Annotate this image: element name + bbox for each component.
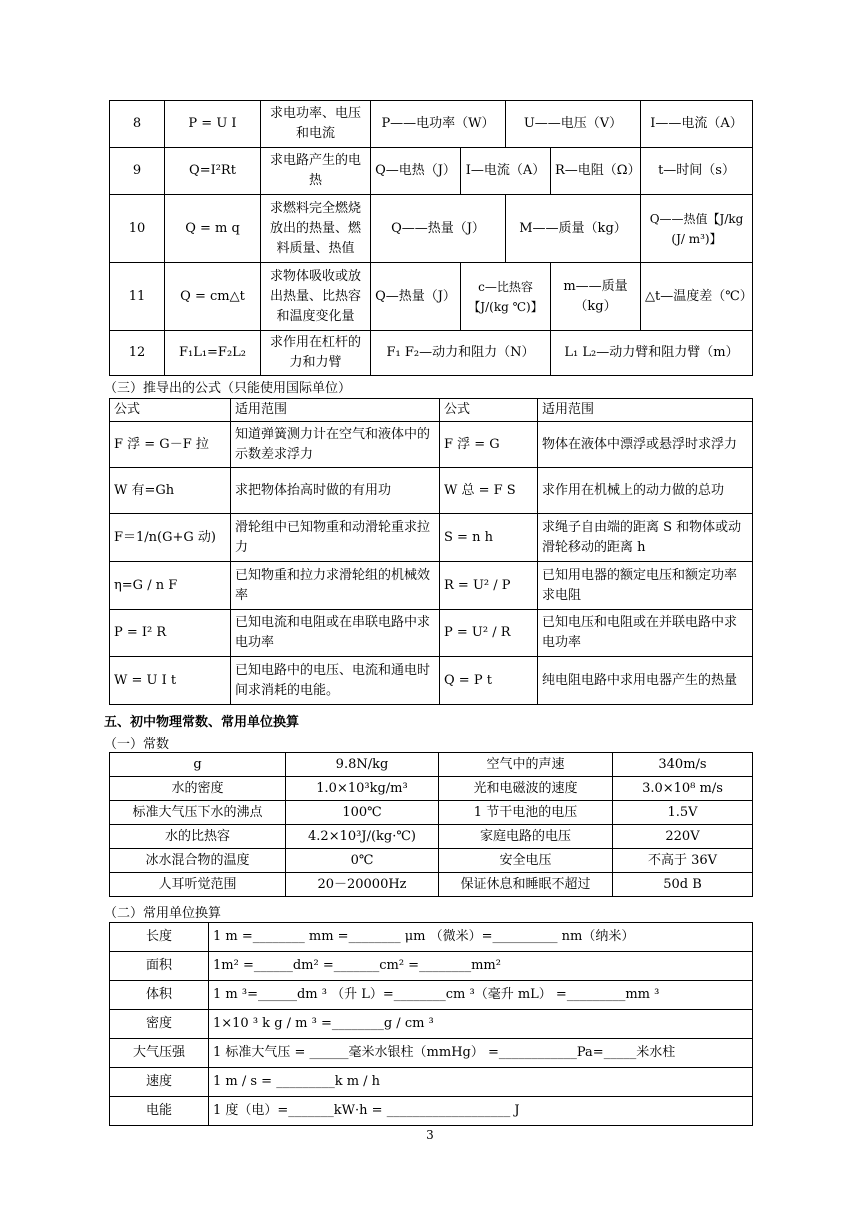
variable: t—时间（s）	[641, 148, 753, 195]
table-row	[110, 468, 753, 514]
table-row	[110, 657, 753, 705]
variable: c—比热容【J/(kg ℃)】	[461, 263, 551, 331]
table-row	[110, 514, 753, 562]
table-row	[110, 777, 753, 801]
constant-value: 340m/s	[613, 753, 753, 777]
table-row	[110, 849, 753, 873]
conversion-blank: 1 m ³=______dm ³ （升 L）=________cm ³（毫升 mL） =_________mm ³	[209, 981, 753, 1010]
formula: F 浮 = G	[440, 422, 538, 468]
row-number: 12	[110, 331, 165, 376]
formula: P = U I	[165, 101, 261, 148]
formula: W = U I t	[110, 657, 231, 705]
table-row	[110, 1097, 753, 1126]
row-number: 8	[110, 101, 165, 148]
formula: S = n h	[440, 514, 538, 562]
scope: 滑轮组中已知物重和动滑轮重求拉力	[231, 514, 440, 562]
scope: 已知电路中的电压、电流和通电时间求消耗的电能。	[231, 657, 440, 705]
formula: F＝1/n(G+G 动)	[110, 514, 231, 562]
purpose: 求电路产生的电热	[261, 148, 371, 195]
formula: W 总 = F S	[440, 468, 538, 514]
column-header: 适用范围	[538, 399, 753, 422]
column-header: 公式	[440, 399, 538, 422]
formula: η=G / n F	[110, 562, 231, 610]
table-row	[110, 801, 753, 825]
constant-name: 家庭电路的电压	[439, 825, 613, 849]
formula: Q = cm△t	[165, 263, 261, 331]
constant-value: 20－20000Hz	[286, 873, 439, 897]
scope: 求把物体抬高时做的有用功	[231, 468, 440, 514]
quantity-name: 面积	[110, 952, 209, 981]
table-header-row	[110, 399, 753, 422]
conversion-blank: 1×10 ³ k g / m ³ =________g / cm ³	[209, 1010, 753, 1039]
formula: P = I² R	[110, 610, 231, 657]
purpose: 求燃料完全燃烧放出的热量、燃料质量、热值	[261, 195, 371, 263]
scope: 已知电压和电阻或在并联电路中求电功率	[538, 610, 753, 657]
variable: Q——热值【J/kg (J/ m³)】	[641, 195, 753, 263]
table-row	[110, 923, 753, 952]
variable: Q—电热（J）	[371, 148, 461, 195]
formula: R = U² / P	[440, 562, 538, 610]
conversion-blank: 1 m / s = _________k m / h	[209, 1068, 753, 1097]
quantity-name: 大气压强	[110, 1039, 209, 1068]
derived-formula-table	[109, 398, 753, 705]
constant-name: 人耳听觉范围	[110, 873, 286, 897]
table-row	[110, 1068, 753, 1097]
constant-name: 安全电压	[439, 849, 613, 873]
scope: 已知电流和电阻或在串联电路中求电功率	[231, 610, 440, 657]
conversion-blank: 1m² =______dm² =_______cm² =________mm²	[209, 952, 753, 981]
constant-name: g	[110, 753, 286, 777]
variable: F₁ F₂—动力和阻力（N）	[371, 331, 551, 376]
quantity-name: 电能	[110, 1097, 209, 1126]
constant-value: 不高于 36V	[613, 849, 753, 873]
constant-value: 1.0×10³kg/m³	[286, 777, 439, 801]
variable: M——质量（kg）	[506, 195, 641, 263]
constant-name: 1 节干电池的电压	[439, 801, 613, 825]
table-row	[110, 610, 753, 657]
table-row	[110, 825, 753, 849]
section-heading: （二）常用单位换算	[104, 906, 222, 921]
purpose: 求物体吸收或放出热量、比热容和温度变化量	[261, 263, 371, 331]
conversion-blank: 1 m =________ mm =________ μm （微米）=__________ nm（纳米）	[209, 923, 753, 952]
table-row	[110, 981, 753, 1010]
variable: P——电功率（W）	[371, 101, 506, 148]
constant-value: 220V	[613, 825, 753, 849]
table-row	[110, 263, 753, 331]
scope: 物体在液体中漂浮或悬浮时求浮力	[538, 422, 753, 468]
unit-conversion-table	[109, 922, 753, 1126]
table-row	[110, 422, 753, 468]
table-row	[110, 873, 753, 897]
constant-name: 保证休息和睡眠不超过	[439, 873, 613, 897]
table-row	[110, 562, 753, 610]
page-number: 3	[426, 1128, 434, 1142]
constant-name: 标准大气压下水的沸点	[110, 801, 286, 825]
section-heading: （三）推导出的公式（只能使用国际单位）	[104, 381, 352, 396]
table-row	[110, 331, 753, 376]
table-row	[110, 952, 753, 981]
variable: △t—温度差（℃）	[641, 263, 753, 331]
purpose: 求作用在杠杆的力和力臂	[261, 331, 371, 376]
variable: m——质量（kg）	[551, 263, 641, 331]
row-number: 11	[110, 263, 165, 331]
formula-table	[109, 100, 753, 376]
constant-value: 3.0×10⁸ m/s	[613, 777, 753, 801]
quantity-name: 密度	[110, 1010, 209, 1039]
conversion-blank: 1 标准大气压 = ______毫米水银柱（mmHg） =____________Pa=_____米水柱	[209, 1039, 753, 1068]
chapter-title: 五、初中物理常数、常用单位换算	[104, 715, 300, 730]
formula: Q=I²Rt	[165, 148, 261, 195]
constant-name: 水的密度	[110, 777, 286, 801]
purpose: 求电功率、电压和电流	[261, 101, 371, 148]
constant-name: 冰水混合物的温度	[110, 849, 286, 873]
variable: R—电阻（Ω）	[551, 148, 641, 195]
formula: W 有=Gh	[110, 468, 231, 514]
table-row	[110, 101, 753, 148]
table-row	[110, 1010, 753, 1039]
constant-name: 水的比热容	[110, 825, 286, 849]
constant-value: 9.8N/kg	[286, 753, 439, 777]
table-row	[110, 148, 753, 195]
column-header: 适用范围	[231, 399, 440, 422]
table-row	[110, 1039, 753, 1068]
column-header: 公式	[110, 399, 231, 422]
table-row	[110, 753, 753, 777]
quantity-name: 长度	[110, 923, 209, 952]
table-row	[110, 195, 753, 263]
constant-name: 空气中的声速	[439, 753, 613, 777]
constant-value: 4.2×10³J/(kg·℃)	[286, 825, 439, 849]
scope: 求作用在机械上的动力做的总功	[538, 468, 753, 514]
constants-table	[109, 752, 753, 897]
scope: 求绳子自由端的距离 S 和物体或动滑轮移动的距离 h	[538, 514, 753, 562]
quantity-name: 速度	[110, 1068, 209, 1097]
variable: U——电压（V）	[506, 101, 641, 148]
variable: Q——热量（J）	[371, 195, 506, 263]
constant-value: 50d B	[613, 873, 753, 897]
row-number: 10	[110, 195, 165, 263]
scope: 知道弹簧测力计在空气和液体中的示数差求浮力	[231, 422, 440, 468]
constant-value: 100℃	[286, 801, 439, 825]
conversion-blank: 1 度（电）=_______kW·h = ___________________ J	[209, 1097, 753, 1126]
scope: 已知物重和拉力求滑轮组的机械效率	[231, 562, 440, 610]
formula: Q = m q	[165, 195, 261, 263]
formula: P = U² / R	[440, 610, 538, 657]
constant-name: 光和电磁波的速度	[439, 777, 613, 801]
formula: F 浮 = G－F 拉	[110, 422, 231, 468]
variable: L₁ L₂—动力臂和阻力臂（m）	[551, 331, 753, 376]
quantity-name: 体积	[110, 981, 209, 1010]
section-heading: （一）常数	[104, 737, 170, 752]
variable: Q—热量（J）	[371, 263, 461, 331]
variable: I——电流（A）	[641, 101, 753, 148]
constant-value: 1.5V	[613, 801, 753, 825]
constant-value: 0℃	[286, 849, 439, 873]
scope: 已知用电器的额定电压和额定功率求电阻	[538, 562, 753, 610]
formula: F₁L₁=F₂L₂	[165, 331, 261, 376]
formula: Q = P t	[440, 657, 538, 705]
row-number: 9	[110, 148, 165, 195]
variable: I—电流（A）	[461, 148, 551, 195]
scope: 纯电阻电路中求用电器产生的热量	[538, 657, 753, 705]
